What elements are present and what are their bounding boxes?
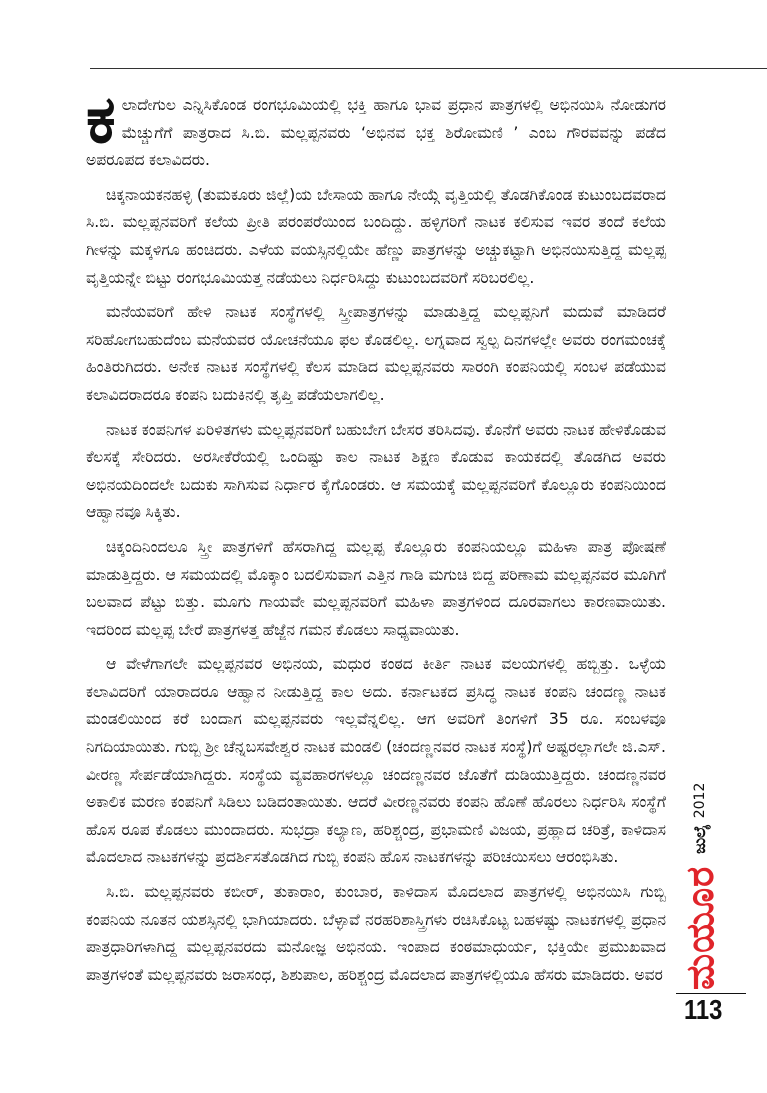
paragraph-text: ಲಾದೇಗುಲ ಎನ್ನಿಸಿಕೊಂಡ ರಂಗಭೂಮಿಯಲ್ಲಿ ಭಕ್ತಿ ಹಾಗೂ ಭಾವ ಪ್ರಧಾನ ಪಾತ್ರಗಳಲ್ಲಿ ಅಭಿನಯಿಸಿ ನೋಡುಗರ ಮೆಚ್ಚುಗೆಗೆ ಪಾತ್ರರಾದ ಸಿ.ಬಿ. ಮಲ್ಲಪ್ಪನವರು ‘ಅಭಿನವ ಭಕ್ತ ಶಿರೋಮಣಿ ’ ಎಂಬ ಗೌರವವನ್ನು ಪಡೆದ ಅಪರೂಪದ ಕಲಾವಿದರು. [86,96,666,170]
article-paragraph-3: ಮನೆಯವರಿಗೆ ಹೇಳಿ ನಾಟಕ ಸಂಸ್ಥೆಗಳಲ್ಲಿ ಸ್ತ್ರೀಪಾತ್ರಗಳನ್ನು ಮಾಡುತ್ತಿದ್ದ ಮಲ್ಲಪ್ಪನಿಗೆ ಮದುವೆ ಮಾಡಿದರೆ ಸರಿಹೋಗಬಹುದೆಂಬ ಮನೆಯವರ ಯೋಚನೆಯೂ ಫಲ ಕೊಡಲಿಲ್ಲ. ಲಗ್ನವಾದ ಸ್ವಲ್ಪ ದಿನಗಳಲ್ಲೇ ಅವರು ರಂಗಮಂಚಕ್ಕೆ ಹಿಂತಿರುಗಿದರು. ಅನೇಕ ನಾಟಕ ಸಂಸ್ಥೆಗಳಲ್ಲಿ ಕೆಲಸ ಮಾಡಿದ ಮಲ್ಲಪ್ಪನವರು ಸಾರಂಗಿ ಕಂಪನಿಯಲ್ಲಿ ಸಂಬಳ ಪಡೆಯುವ ಕಲಾವಿದರಾದರೂ ಕಂಪನಿ ಬದುಕಿನಲ್ಲಿ ತೃಪ್ತಿ ಪಡೆಯಲಾಗಲಿಲ್ಲ. [86,303,666,404]
drop-cap: ಕ [86,81,116,158]
article-paragraph-6: ಆ ವೇಳೆಗಾಗಲೇ ಮಲ್ಲಪ್ಪನವರ ಅಭಿನಯ, ಮಧುರ ಕಂಠದ ಕೀರ್ತಿ ನಾಟಕ ವಲಯಗಳಲ್ಲಿ ಹಬ್ಬಿತ್ತು. ಒಳ್ಳೆಯ ಕಲಾವಿದರಿಗೆ ಯಾರಾದರೂ ಆಹ್ವಾನ ನೀಡುತ್ತಿದ್ದ ಕಾಲ ಅದು. ಕರ್ನಾಟಕದ ಪ್ರಸಿದ್ಧ ನಾಟಕ ಕಂಪನಿ ಚಂದಣ್ಣ ನಾಟಕ ಮಂಡಲಿಯಿಂದ ಕರೆ ಬಂದಾಗ ಮಲ್ಲಪ್ಪನವರು ಇಲ್ಲವೆನ್ನಲಿಲ್ಲ. ಆಗ ಅವರಿಗೆ ತಿಂಗಳಿಗೆ 35 ರೂ. ಸಂಬಳವೂ ನಿಗದಿಯಾಯಿತು. ಗುಬ್ಬಿ ಶ್ರೀ ಚೆನ್ನಬಸವೇಶ್ವರ ನಾಟಕ ಮಂಡಲಿ (ಚಂದಣ್ಣನವರ ನಾಟಕ ಸಂಸ್ಥೆ)ಗೆ ಅಷ್ಟರಲ್ಲಾಗಲೇ ಜಿ.ಎಸ್. ವೀರಣ್ಣ ಸೇರ್ಪಡೆಯಾಗಿದ್ದರು. ಸಂಸ್ಥೆಯ ವ್ಯವಹಾರಗಳಲ್ಲೂ ಚಂದಣ್ಣನವರ ಜೊತೆಗೆ ದುಡಿಯುತ್ತಿದ್ದರು. ಚಂದಣ್ಣನವರ ಅಕಾಲಿಕ ಮರಣ ಕಂಪನಿಗೆ ಸಿಡಿಲು ಬಡಿದಂತಾಯಿತು. ಆದರೆ ವೀರಣ್ಣನವರು ಕಂಪನಿ ಹೊಣೆ ಹೊರಲು ನಿರ್ಧರಿಸಿ ಸಂಸ್ಥೆಗೆ ಹೊಸ ರೂಪ ಕೊಡಲು ಮುಂದಾದರು. ಸುಭದ್ರಾ ಕಲ್ಯಾಣ, ಹರಿಶ್ಚಂದ್ರ, ಪ್ರಭಾಮಣಿ ವಿಜಯ, ಪ್ರಹ್ಲಾದ ಚರಿತ್ರೆ, ಕಾಳಿದಾಸ ಮೊದಲಾದ ನಾಟಕಗಳನ್ನು ಪ್ರದರ್ಶಿಸತೊಡಗಿದ ಗುಬ್ಬಿ ಕಂಪನಿ ಹೊಸ ನಾಟಕಗಳನ್ನು ಪರಿಚಯಿಸಲು ಆರಂಭಿಸಿತು. [86,655,666,867]
page-number: 113 [684,994,723,1025]
header-rule [90,68,767,69]
article-paragraph-2: ಚಿಕ್ಕನಾಯಕನಹಳ್ಳಿ (ತುಮಕೂರು ಜಿಲ್ಲೆ)ಯ ಬೇಸಾಯ ಹಾಗೂ ನೇಯ್ಗೆ ವೃತ್ತಿಯಲ್ಲಿ ತೊಡಗಿಕೊಂಡ ಕುಟುಂಬದವರಾದ ಸಿ.ಬಿ. ಮಲ್ಲಪ್ಪನವರಿಗೆ ಕಲೆಯ ಪ್ರೀತಿ ಪರಂಪರೆಯಿಂದ ಬಂದಿದ್ದು. ಹಳ್ಳಿಗರಿಗೆ ನಾಟಕ ಕಲಿಸುವ ಇವರ ತಂದೆ ಕಲೆಯ ಗೀಳನ್ನು ಮಕ್ಕಳಿಗೂ ಹಂಚಿದರು. ಎಳೆಯ ವಯಸ್ಸಿನಲ್ಲಿಯೇ ಹೆಣ್ಣು ಪಾತ್ರಗಳನ್ನು ಅಚ್ಚುಕಟ್ಟಾಗಿ ಅಭಿನಯಿಸುತ್ತಿದ್ದ ಮಲ್ಲಪ್ಪ ವೃತ್ತಿಯನ್ನೇ ಬಿಟ್ಟು ರಂಗಭೂಮಿಯತ್ತ ನಡೆಯಲು ನಿರ್ಧರಿಸಿದ್ದು ಕುಟುಂಬದವರಿಗೆ ಸರಿಬರಲಿಲ್ಲ. [86,185,666,287]
magazine-title: ಮಯೂರ [678,865,722,990]
article-paragraph-1 [86,81,666,175]
article-body [86,81,666,996]
issue-month: ಜುಲೈ [690,824,709,854]
article-paragraph-7: ಸಿ.ಬಿ. ಮಲ್ಲಪ್ಪನವರು ಕಬೀರ್, ತುಕಾರಾಂ, ಕುಂಬಾರ, ಕಾಳಿದಾಸ ಮೊದಲಾದ ಪಾತ್ರಗಳಲ್ಲಿ ಅಭಿನಯಿಸಿ ಗುಬ್ಬಿ ಕಂಪನಿಯ ನೂತನ ಯಶಸ್ಸಿನಲ್ಲಿ ಭಾಗಿಯಾದರು. ಬೆಳ್ಳಾವೆ ನರಹರಿಶಾಸ್ತ್ರಿಗಳು ರಚಿಸಿಕೊಟ್ಟ ಬಹಳಷ್ಟು ನಾಟಕಗಳಲ್ಲಿ ಪ್ರಧಾನ ಪಾತ್ರಧಾರಿಗಳಾಗಿದ್ದ ಮಲ್ಲಪ್ಪನವರದು ಮನೋಜ್ಞ ಅಭಿನಯ. ಇಂಪಾದ ಕಂಠಮಾಧುರ್ಯ, ಭಕ್ತಿಯೇ ಪ್ರಮುಖವಾದ ಪಾತ್ರಗಳಂತೆ ಮಲ್ಲಪ್ಪನವರು ಜರಾಸಂಧ, ಶಿಶುಪಾಲ, ಹರಿಶ್ಚಂದ್ರ ಮೊದಲಾದ ಪಾತ್ರಗಳಲ್ಲಿಯೂ ಹೆಸರು ಮಾಡಿದರು. ಅವರ [86,883,666,984]
issue-year: 2012 [692,782,708,819]
article-paragraph-5: ಚಿಕ್ಕಂದಿನಿಂದಲೂ ಸ್ತ್ರೀ ಪಾತ್ರಗಳಿಗೆ ಹೆಸರಾಗಿದ್ದ ಮಲ್ಲಪ್ಪ ಕೊಲ್ಲೂರು ಕಂಪನಿಯಲ್ಲೂ ಮಹಿಳಾ ಪಾತ್ರ ಪೋಷಣೆ ಮಾಡುತ್ತಿದ್ದರು. ಆ ಸಮಯದಲ್ಲಿ ಮೊಕ್ಕಾಂ ಬದಲಿಸುವಾಗ ಎತ್ತಿನ ಗಾಡಿ ಮಗುಚಿ ಬಿದ್ದ ಪರಿಣಾಮ ಮಲ್ಲಪ್ಪನವರ ಮೂಗಿಗೆ ಬಲವಾದ ಪೆಟ್ಟು ಬಿತ್ತು. ಮೂಗು ಗಾಯವೇ ಮಲ್ಲಪ್ಪನವರಿಗೆ ಮಹಿಳಾ ಪಾತ್ರಗಳಿಂದ ದೂರವಾಗಲು ಕಾರಣವಾಯಿತು. ಇದರಿಂದ ಮಲ್ಲಪ್ಪ ಬೇರೆ ಪಾತ್ರಗಳತ್ತ ಹೆಜ್ಜೆನ ಗಮನ ಕೊಡಲು ಸಾಧ್ಯವಾಯಿತು. [86,537,666,639]
magazine-sidebar [676,782,724,990]
article-paragraph-4: ನಾಟಕ ಕಂಪನಿಗಳ ಏರಿಳಿತಗಳು ಮಲ್ಲಪ್ಪನವರಿಗೆ ಬಹುಬೇಗ ಬೇಸರ ತರಿಸಿದವು. ಕೊನೆಗೆ ಅವರು ನಾಟಕ ಹೇಳಿಕೊಡುವ ಕೆಲಸಕ್ಕೆ ಸೇರಿದರು. ಅರಸೀಕೆರೆಯಲ್ಲಿ ಒಂದಿಷ್ಟು ಕಾಲ ನಾಟಕ ಶಿಕ್ಷಣ ಕೊಡುವ ಕಾಯಕದಲ್ಲಿ ತೊಡಗಿದ ಅವರು ಅಭಿನಯದಿಂದಲೇ ಬದುಕು ಸಾಗಿಸುವ ನಿರ್ಧಾರ ಕೈಗೊಂಡರು. ಆ ಸಮಯಕ್ಕೆ ಮಲ್ಲಪ್ಪನವರಿಗೆ ಕೊಲ್ಲೂರು ಕಂಪನಿಯಿಂದ ಆಹ್ವಾನವೂ ಸಿಕ್ಕಿತು. [86,420,666,522]
